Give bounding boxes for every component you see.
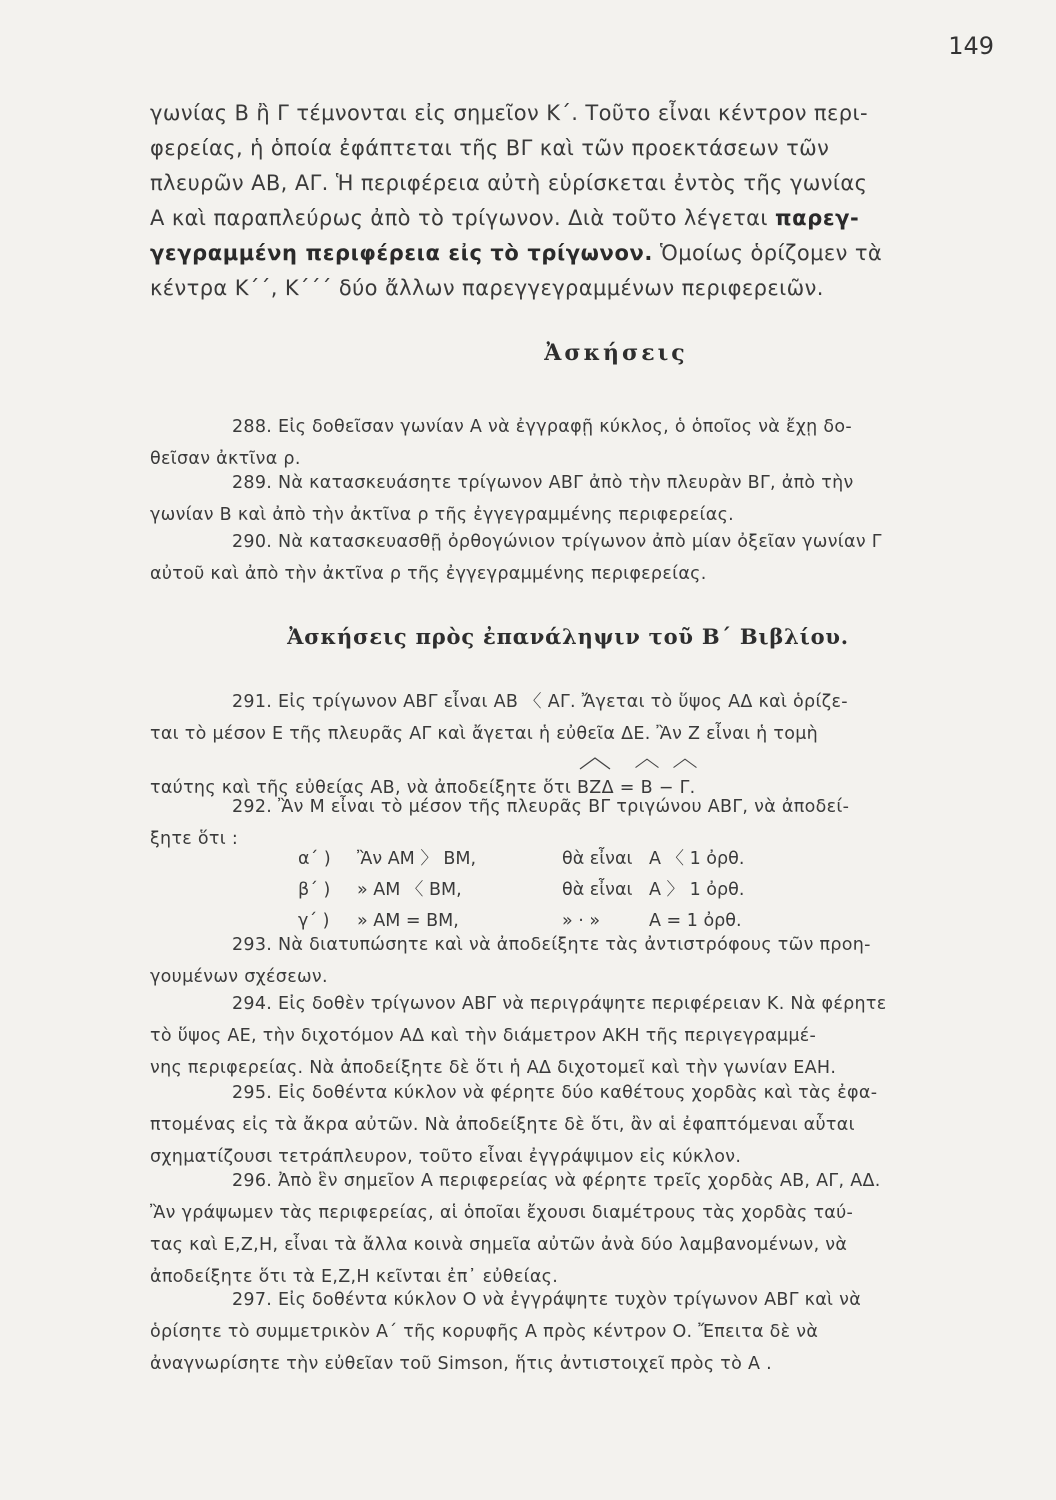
page-number: 149 (948, 32, 994, 60)
heading-exercises: Ἀσκήσεις (544, 340, 688, 366)
intro-line: γωνίας Β ἢ Γ τέμνονται εἰς σημεῖον Κ΄. Τοῦτο εἶναι κέντρον περι- (150, 101, 868, 125)
intro-paragraph (150, 96, 1000, 306)
exercise-line: 294. Εἰς δοθὲν τρίγωνον ΑΒΓ νὰ περιγράψητε περιφέρειαν Κ. Νὰ φέρητε (232, 994, 887, 1014)
exercise-line: αὐτοῦ καὶ ἀπὸ τὴν ἀκτῖνα ρ τῆς ἐγγεγραμμένης περιφερείας. (150, 564, 707, 584)
case-label: β΄ ) (298, 880, 331, 900)
exercise-line: ξητε ὅτι : (150, 829, 239, 849)
exercise-line: 290. Νὰ κατασκευασθῇ ὀρθογώνιον τρίγωνον ἀπὸ μίαν ὀξεῖαν γωνίαν Γ (232, 532, 882, 552)
exercise-293 (150, 929, 1000, 993)
case-result: Α 〈 1 ὀρθ. (649, 849, 745, 869)
case-row (298, 843, 331, 875)
case-label: α΄ ) (298, 849, 331, 869)
case-row (357, 843, 476, 875)
exercise-text: ταύτης καὶ τῆς εὐθείας ΑΒ, νὰ ἀποδείξητε ὅτι (150, 778, 572, 798)
exercise-line: 292. Ἂν Μ εἶναι τὸ μέσον τῆς πλευρᾶς ΒΓ τριγώνου ΑΒΓ, νὰ ἀποδεί- (232, 797, 850, 817)
exercise-line: ἀποδείξητε ὅτι τὰ Ε,Ζ,Η κεῖνται ἐπ᾽ εὐθείας. (150, 1267, 559, 1287)
exercise-line: ὁρίσητε τὸ συμμετρικὸν Α΄ τῆς κορυφῆς Α πρὸς κέντρον Ο. Ἔπειτα δὲ νὰ (150, 1322, 819, 1342)
exercise-line: νης περιφερείας. Νὰ ἀποδείξητε δὲ ὅτι ἡ ΑΔ διχοτομεῖ καὶ τὴν γωνίαν ΕΑΗ. (150, 1058, 837, 1078)
exercise-296 (150, 1165, 1000, 1293)
case-condition: Ἂν ΑΜ 〉 ΒΜ, (357, 849, 477, 869)
heading-review: Ἀσκήσεις πρὸς ἐπανάληψιν τοῦ Β΄ Βιβλίου. (287, 624, 849, 649)
intro-bold-term: παρεγ- (774, 206, 860, 230)
angle-arc-icon (634, 756, 660, 770)
intro-line: πλευρῶν ΑΒ, ΑΓ. Ἡ περιφέρεια αὐτὴ εὑρίσκεται ἐντὸς τῆς γωνίας (150, 171, 868, 195)
angle-label: Γ (679, 778, 690, 798)
exercise-line: τὸ ὕψος ΑΕ, τὴν διχοτόμον ΑΔ καὶ τὴν διάμετρον ΑΚΗ τῆς περιγεγραμμέ- (150, 1026, 817, 1046)
exercise-288 (150, 411, 1000, 475)
case-result: Α 〉 1 ὀρθ. (649, 880, 745, 900)
case-row (357, 874, 462, 906)
exercise-289 (150, 467, 1000, 531)
exercise-line: 297. Εἰς δοθέντα κύκλον Ο νὰ ἐγγράψητε τυχὸν τρίγωνον ΑΒΓ καὶ νὰ (232, 1290, 862, 1310)
case-label: γ΄ ) (298, 911, 330, 931)
exercise-line: 293. Νὰ διατυπώσητε καὶ νὰ ἀποδείξητε τὰς ἀντιστρόφους τῶν προη- (232, 935, 871, 955)
exercise-line: θεῖσαν ἀκτῖνα ρ. (150, 449, 301, 469)
exercise-line: πτομένας εἰς τὰ ἄκρα αὐτῶν. Νὰ ἀποδείξητε δὲ ὅτι, ἂν αἱ ἐφαπτόμεναι αὗται (150, 1115, 855, 1135)
intro-line (150, 236, 1000, 271)
exercise-line: ἀναγνωρίσητε τὴν εὐθεῖαν τοῦ Simson, ἥτις ἀντιστοιχεῖ πρὸς τὸ Α . (150, 1354, 772, 1374)
exercise-295 (150, 1077, 1000, 1173)
exercise-line: τας καὶ Ε,Ζ,Η, εἶναι τὰ ἄλλα κοινὰ σημεῖα αὐτῶν ἀνὰ δύο λαμβανομένων, νὰ (150, 1235, 848, 1255)
angle-label: ΒΖΔ (576, 778, 614, 798)
case-row (562, 874, 632, 906)
equals-sign: = (613, 778, 641, 798)
exercise-line: Ἂν γράψωμεν τὰς περιφερείας, αἱ ὁποῖαι ἔχουσι διαμέτρους τὰς χορδὰς ταύ- (150, 1203, 854, 1223)
intro-text: Ὁμοίως ὁρίζομεν τὰ (660, 241, 883, 265)
exercise-291 (150, 686, 1000, 804)
angle-label: Β (640, 778, 653, 798)
exercise-line: 289. Νὰ κατασκευάσητε τρίγωνον ΑΒΓ ἀπὸ τὴν πλευρὰν ΒΓ, ἀπὸ τὴν (232, 473, 854, 493)
minus-sign: − (652, 778, 680, 798)
case-row (649, 874, 744, 906)
exercise-line: ται τὸ μέσον Ε τῆς πλευρᾶς ΑΓ καὶ ἄγεται ἡ εὐθεῖα ΔΕ. Ἂν Ζ εἶναι ἡ τομὴ (150, 724, 819, 744)
intro-line: φερείας, ἡ ὁποία ἐφάπτεται τῆς ΒΓ καὶ τῶν προεκτάσεων τῶν (150, 136, 830, 160)
exercise-line: 288. Εἰς δοθεῖσαν γωνίαν Α νὰ ἐγγραφῇ κύκλος, ὁ ὁποῖος νὰ ἔχῃ δο- (232, 417, 853, 437)
exercise-line: γωνίαν Β καὶ ἀπὸ τὴν ἀκτῖνα ρ τῆς ἐγγεγραμμένης περιφερείας. (150, 505, 735, 525)
exercise-line: 291. Εἰς τρίγωνον ΑΒΓ εἶναι ΑΒ 〈 ΑΓ. Ἄγεται τὸ ὕψος ΑΔ καὶ ὁρίζε- (232, 692, 848, 712)
case-then: θὰ εἶναι (562, 849, 633, 869)
angle-arc-icon (672, 756, 698, 770)
exercise-line: σχηματίζουσι τετράπλευρον, τοῦτο εἶναι ἐγγράψιμον εἰς κύκλον. (150, 1147, 742, 1167)
angle-arc-icon (578, 756, 612, 770)
intro-bold-term: γεγραμμένη περιφέρεια εἰς τὸ τρίγωνον. (150, 241, 653, 265)
intro-line: κέντρα Κ΄΄, Κ΄΄΄ δύο ἄλλων παρεγγεγραμμένων περιφερειῶν. (150, 276, 824, 300)
case-result: Α = 1 ὀρθ. (649, 911, 742, 931)
exercise-line: 296. Ἀπὸ ἓν σημεῖον Α περιφερείας νὰ φέρητε τρεῖς χορδὰς ΑΒ, ΑΓ, ΑΔ. (232, 1171, 881, 1191)
intro-text: Α καὶ παραπλεύρως ἀπὸ τὸ τρίγωνον. Διὰ τοῦτο λέγεται (150, 206, 768, 230)
exercise-290 (150, 526, 1000, 590)
case-row (298, 874, 330, 906)
case-condition: » ΑΜ = ΒΜ, (357, 911, 459, 931)
case-row (649, 843, 744, 875)
exercise-line: γουμένων σχέσεων. (150, 967, 328, 987)
case-then: » · » (562, 911, 601, 931)
case-condition: » ΑΜ 〈 ΒΜ, (357, 880, 462, 900)
exercise-line: 295. Εἰς δοθέντα κύκλον νὰ φέρητε δύο καθέτους χορδὰς καὶ τὰς ἐφα- (232, 1083, 878, 1103)
period: . (689, 778, 696, 798)
case-row (562, 843, 632, 875)
intro-line (150, 201, 1000, 236)
case-then: θὰ εἶναι (562, 880, 633, 900)
exercise-297 (150, 1284, 1000, 1380)
exercise-294 (150, 988, 1000, 1084)
